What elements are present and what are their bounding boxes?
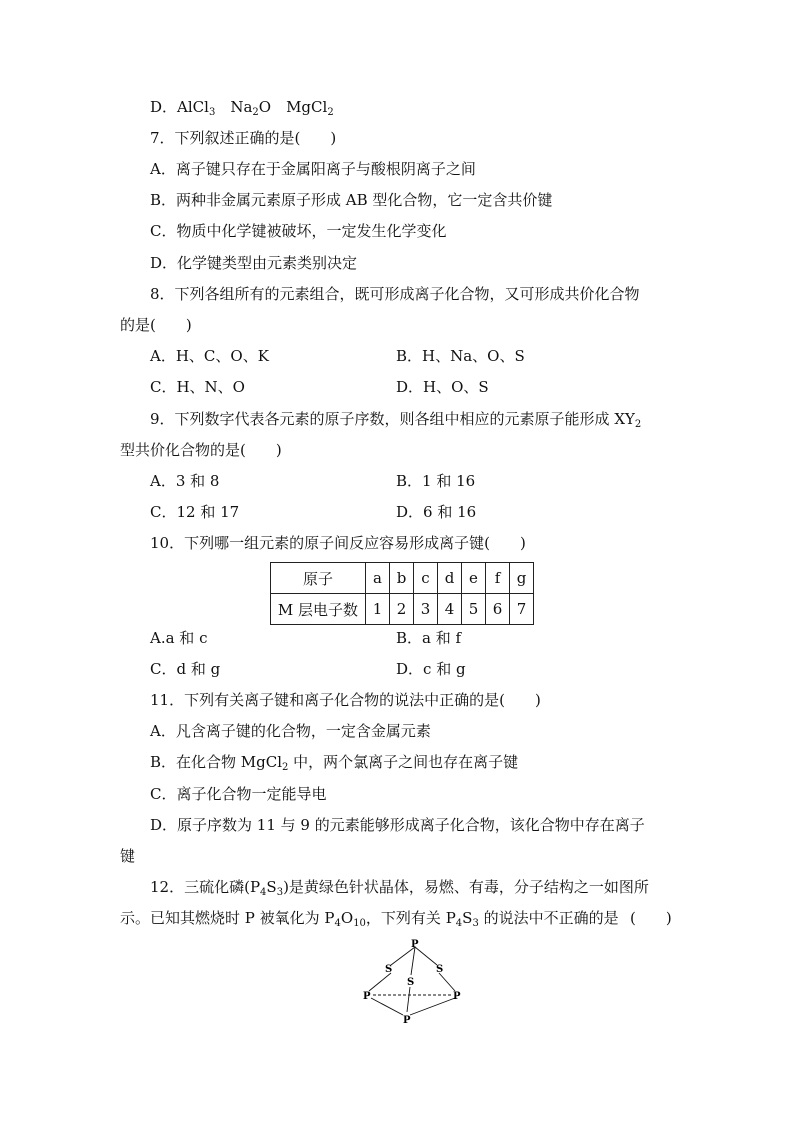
q9-option-a: A．3 和 8 — [150, 472, 220, 490]
table-col-e: e — [462, 563, 486, 594]
atom-p-right: P — [453, 991, 461, 1002]
q12-answer-blank: ( ) — [630, 909, 672, 927]
q9-stem-line2: 型共价化合物的是( ) — [120, 441, 282, 459]
q8-stem-line2: 的是( ) — [120, 316, 192, 334]
q7-option-d: D．化学键类型由元素类别决定 — [150, 254, 358, 272]
q9-option-d: D．6 和 16 — [396, 503, 477, 521]
table-cell: 5 — [462, 594, 486, 625]
table-row-label: M 层电子数 — [271, 594, 366, 625]
q10-option-c: C．d 和 g — [150, 660, 221, 678]
q10-option-a: A.a 和 c — [150, 629, 208, 647]
table-col-g: g — [510, 563, 534, 594]
electron-table — [270, 562, 534, 625]
q11-option-a: A．凡含离子键的化合物，一定含金属元素 — [150, 722, 431, 740]
q11-option-c: C．离子化合物一定能导电 — [150, 785, 327, 803]
table-col-a: a — [366, 563, 390, 594]
q7-option-b: B．两种非金属元素原子形成 AB 型化合物，它一定含共价键 — [150, 191, 553, 209]
table-col-f: f — [486, 563, 510, 594]
q9-option-b: B．1 和 16 — [396, 472, 476, 490]
table-cell: 4 — [438, 594, 462, 625]
table-row — [271, 563, 534, 594]
q7-option-c: C．物质中化学键被破坏，一定发生化学变化 — [150, 222, 447, 240]
table-cell: 6 — [486, 594, 510, 625]
table-col-d: d — [438, 563, 462, 594]
q11-option-d-line1: D．原子序数为 11 与 9 的元素能够形成离子化合物，该化合物中存在离子 — [150, 816, 645, 834]
table-row — [271, 594, 534, 625]
table-cell: 1 — [366, 594, 390, 625]
q11-stem: 11．下列有关离子键和离子化合物的说法中正确的是( ) — [150, 691, 541, 709]
atom-p-top: P — [411, 939, 419, 950]
table-cell: 3 — [414, 594, 438, 625]
q10-option-b: B．a 和 f — [396, 629, 462, 647]
q8-option-a: A．H、C、O、K — [150, 347, 269, 365]
q9-stem-line1: 9．下列数字代表各元素的原子序数，则各组中相应的元素原子能形成 $XY_2$ — [150, 410, 642, 430]
q11-option-b: B．在化合物 MgCl$_2$ 中，两个氯离子之间也存在离子键 — [150, 753, 519, 773]
q6-option-d: D．AlCl$_3$ $Na_2O$ MgCl$_2$ — [150, 98, 334, 118]
q12-stem-line2: 示。已知其燃烧时 P 被氧化为 $P_4O_{10}$，下列有关 $P_4S_3$ 的说法中不正确的是 — [120, 909, 619, 929]
q10-option-d: D．c 和 g — [396, 660, 466, 678]
table-cell: 2 — [390, 594, 414, 625]
atom-p-bottom: P — [403, 1015, 411, 1026]
q8-stem-line1: 8．下列各组所有的元素组合，既可形成离子化合物，又可形成共价化合物 — [150, 285, 640, 303]
q11-option-d-line2: 键 — [120, 847, 136, 865]
q7-stem: 7．下列叙述正确的是( ) — [150, 129, 337, 147]
p4s3-molecule-diagram — [355, 935, 475, 1027]
table-col-b: b — [390, 563, 414, 594]
q8-option-d: D．H、O、S — [396, 378, 489, 396]
atom-p-left: P — [363, 991, 371, 1002]
table-cell: 7 — [510, 594, 534, 625]
q8-option-b: B．H、Na、O、S — [396, 347, 525, 365]
atom-s-middle: S — [407, 977, 415, 988]
q8-option-c: C．H、N、O — [150, 378, 245, 396]
table-col-c: c — [414, 563, 438, 594]
q7-option-a: A．离子键只存在于金属阳离子与酸根阴离子之间 — [150, 160, 476, 178]
atom-s-left: S — [385, 964, 393, 975]
q12-stem-line1: 12．三硫化磷$(P_4S_3)$是黄绿色针状晶体，易燃、有毒，分子结构之一如图所 — [150, 878, 649, 898]
q9-option-c: C．12 和 17 — [150, 503, 240, 521]
atom-s-right: S — [436, 964, 444, 975]
q10-stem: 10．下列哪一组元素的原子间反应容易形成离子键( ) — [150, 534, 526, 552]
table-header-cell: 原子 — [271, 563, 366, 594]
